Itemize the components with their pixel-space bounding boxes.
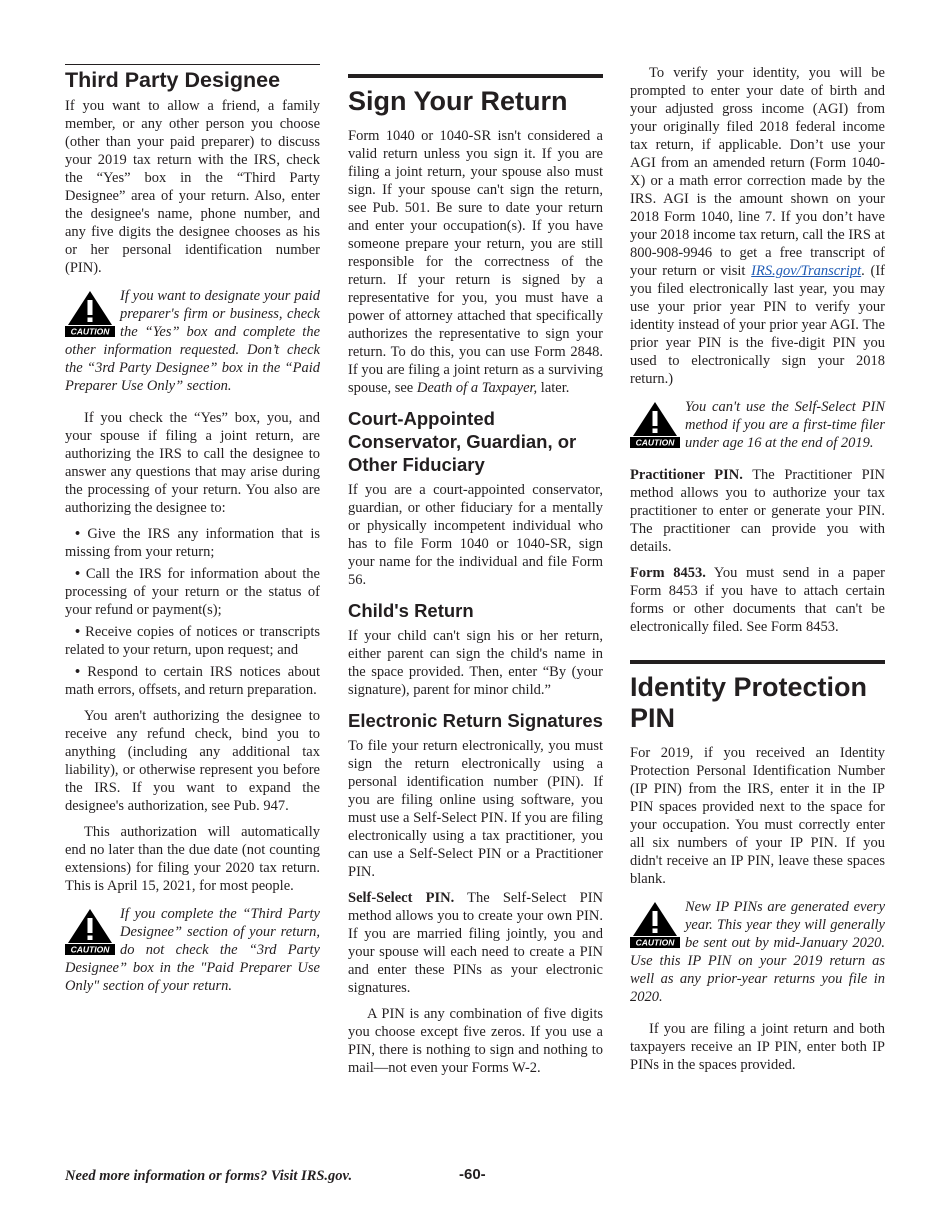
paragraph: Self-Select PIN. The Self-Select PIN method allows you to create your own PIN. If you are married filing jointly, you and your spouse will each need to create a PIN and enter these PINs as your electronic signatures. [348,890,604,996]
caution-text: You can't use the Self-Select PIN method if you are a first-time filer under age 16 at the end of 2019. [685,399,885,451]
column-1 [65,64,320,1009]
svg-text:CAUTION: CAUTION [70,944,110,955]
paragraph: A PIN is any combination of five digits you choose except five zeros. If you use a PIN, there is nothing to sign and nothing to mail—not even your Forms W-2. [348,1006,603,1076]
page-number: -60- [459,1166,486,1183]
column-2 [348,74,603,1085]
caution-note [65,905,320,995]
list-item: • Receive copies of notices or transcripts related to your return, upon request; and [65,624,320,658]
paragraph: If you are filing a joint return and both taxpayers receive an IP PIN, enter both IP PINs in the spaces provided. [630,1021,885,1073]
heading-third-party-designee: Third Party Designee [65,68,281,92]
paragraph: Form 8453. You must send in a paper Form 8453 if you have to attach certain forms or other documents that can't be electronically filed. See Form 8453. [630,565,885,635]
caution-icon-label: CAUTION [70,326,110,337]
paragraph: You aren't authorizing the designee to receive any refund check, bind you to anything (including any additional tax liability), or otherwise represent you before the IRS. If you want to expand the designee's authorization, see Pub. 947. [65,708,320,814]
paragraph: Practitioner PIN. The Practitioner PIN method allows you to authorize your tax practitioner to enter or generate your PIN. The practitioner can provide you with details. [630,467,885,555]
paragraph: Form 1040 or 1040-SR isn't considered a valid return unless you sign it. If you are filing a joint return, your spouse also must sign. If your spouse can't sign the return, see Pub. 501. Be sure to date your return and enter your occupation(s). If you have someone prepare your return, you are still responsible for the correctness of the return. If your return is signed by a representative for you, you must have a power of attorney attached that specifically authorizes the representative to sign your return. To do this, you can use Form 2848. If you are filing a joint return as a surviving spouse, see Death of a Taxpayer, later. [348,128,603,396]
caution-note [65,287,320,395]
section-rule [348,74,603,78]
list-item: • Call the IRS for information about the processing of your return or the status of your refund or payment(s); [65,566,320,618]
column-3 [630,64,885,1082]
svg-text:CAUTION: CAUTION [635,437,675,448]
paragraph: To verify your identity, you will be prompted to enter your date of birth and your adjusted gross income (AGI) from your originally filed 2018 federal income tax return, if applicable. Don’t use your AGI from an amended return (Form 1040-X) or a math error correction made by the IRS. AGI is the amount shown on your 2018 Form 1040, line 7. If you don’t have your 2018 income tax return, call the IRS at 800-908-9946 to get a free transcript of your return or visit IRS.gov/Transcript. (If you filed electronically last year, you may use your prior year PIN to verify your identity instead of your prior year AGI. The prior year PIN is the five-digit PIN you used to electronically sign your 2018 return.) [630,65,885,387]
heading-court-appointed: Court-Appointed Conservator, Guardian, or Other Fiduciary [348,408,577,475]
paragraph: To file your return electronically, you must sign the return electronically using a personal identification number (PIN). If you are filing online using software, you must use a Self-Select PIN. If you are filing electronically using a tax practitioner, you can use a Self-Select PIN or a Practitioner PIN. [348,738,603,880]
irs-transcript-link[interactable]: IRS.gov/Transcript [751,263,862,279]
authorization-list [65,525,320,699]
paragraph: If your child can't sign his or her return, either parent can sign the child's name in the space provided. Then, enter “By (your signature), parent for minor child.” [348,628,603,698]
svg-text:CAUTION: CAUTION [635,937,675,948]
heading-electronic-signatures: Electronic Return Signatures [348,710,603,731]
section-rule [65,64,320,65]
caution-text: If you want to designate your paid preparer's firm or business, check the “Yes” box and complete the other information requested. Don’t check the “3rd Party Designee” box in the “Paid Preparer Use Only” section. [65,288,320,394]
caution-note [630,898,885,1006]
heading-identity-protection-pin: Identity Protection PIN [630,672,868,733]
heading-sign-your-return: Sign Your Return [348,86,568,116]
list-item: • Give the IRS any information that is missing from your return; [65,526,320,560]
caution-icon [65,907,115,955]
caution-note [630,398,885,452]
heading-childs-return: Child's Return [348,600,474,621]
paragraph: For 2019, if you received an Identity Protection Personal Identification Number (IP PIN) from the IRS, enter it in the IP PIN spaces provided next to the space for your occupation. You must correctly enter all six numbers of your IP PIN. If you didn't receive an IP PIN, leave these spaces blank. [630,745,885,887]
caution-icon [630,400,680,448]
footer-help-text: Need more information or forms? Visit IRS.gov. [65,1168,353,1184]
paragraph: This authorization will automatically end no later than the due date (not counting extensions) for filing your 2020 tax return. This is April 15, 2021, for most people. [65,824,320,894]
list-item: • Respond to certain IRS notices about math errors, offsets, and return preparation. [65,664,321,698]
caution-icon [630,900,680,948]
paragraph: If you check the “Yes” box, you, and your spouse if filing a joint return, are authorizing the IRS to call the designee to answer any questions that may arise during the processing of your return. You also are authorizing the designee to: [65,410,320,516]
paragraph: If you want to allow a friend, a family member, or any other person you choose (other than your paid preparer) to discuss your 2019 tax return with the IRS, check the “Yes” box in the “Third Party Designee” area of your return. Also, enter the designee's name, phone number, and any five digits the designee chooses as his or her personal identification number (PIN). [65,98,320,276]
caution-text: New IP PINs are generated every year. This year they will generally be sent out by mid-January 2020. Use this IP PIN on your 2019 return as well as any prior-year returns you file in 2020. [630,899,885,1005]
caution-text: If you complete the “Third Party Designee” section of your return, do not check the “3rd Party Designee” box in the "Paid Preparer Use Only" section of your return. [65,906,320,994]
section-rule [630,660,885,664]
paragraph: If you are a court-appointed conservator, guardian, or other fiduciary for a mentally or physically incompetent individual who has to file Form 1040 or 1040-SR, sign your name for the individual and file Form 56. [348,482,603,588]
caution-icon [65,289,115,337]
